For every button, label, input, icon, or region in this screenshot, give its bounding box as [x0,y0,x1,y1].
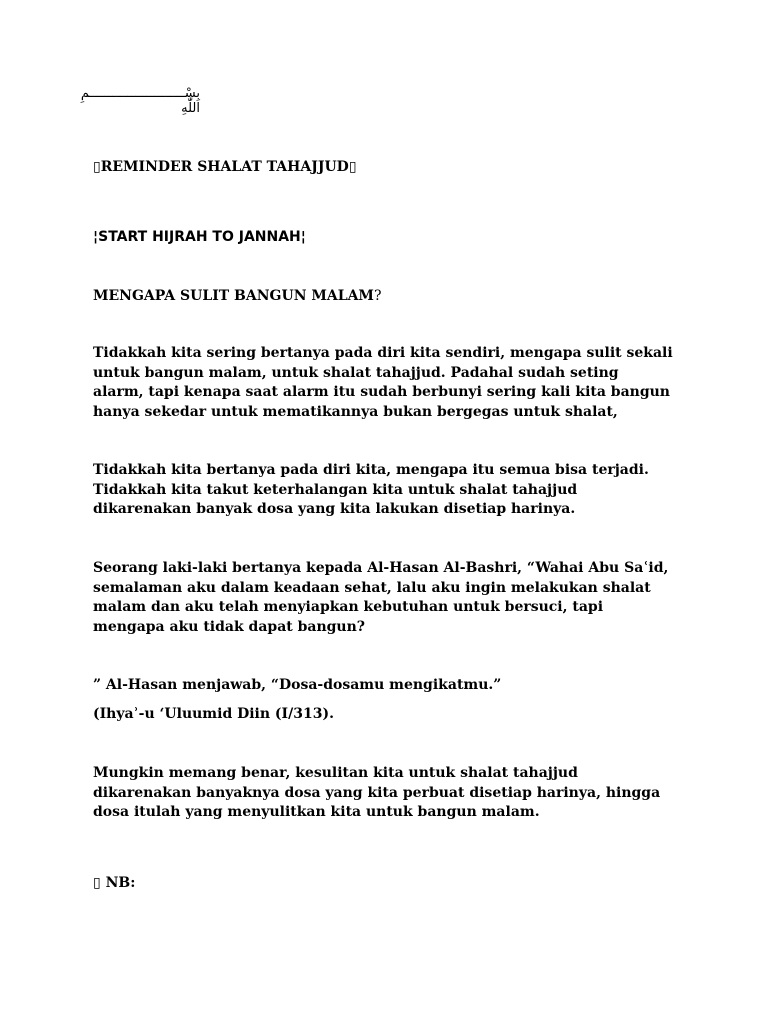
paragraph-3: Seorang laki-laki bertanya kepada Al-Hasan Al-Bashri, “Wahai Abu Saʿid, semalaman aku dalam keadaan sehat, lalu aku ingin melakukan shalat malam dan aku telah menyiapkan kebutuhan untuk bersuci, tapi mengapa aku tidak dapat bangun? [93,560,669,635]
citation-line: (Ihyaʾ-u ‘Uluumid Diin (I/313). [93,706,334,722]
nb-label: NB: [100,875,136,891]
reminder-glyph-left: ▯ [93,159,101,175]
nb-line [93,874,673,894]
subtitle: ¦START HIJRAH TO JANNAH¦ [93,229,306,245]
bismillah-text: بِسْـــــــــــــــــــــــــمِ اللّٰهِ [80,86,200,116]
reminder-glyph-right: ▯ [348,159,357,175]
question-heading-text: MENGAPA SULIT BANGUN MALAM [93,288,374,304]
paragraph-4: Mungkin memang benar, kesulitan kita untuk shalat tahajjud dikarenakan banyaknya dosa yang kita perbuat disetiap harinya, hingga dosa itulah yang menyulitkan kita untuk bangun malam. [93,765,661,821]
paragraph-1: Tidakkah kita sering bertanya pada diri kita sendiri, mengapa sulit sekali untuk bangun malam, untuk shalat tahajjud. Padahal sudah seting alarm, tapi kenapa saat alarm itu sudah berbunyi sering kali kita bangun hanya sekedar untuk mematikannya bukan bergegas untuk shalat, [93,345,673,420]
paragraph-2: Tidakkah kita bertanya pada diri kita, mengapa itu semua bisa terjadi. Tidakkah kita takut keterhalangan kita untuk shalat tahajjud dikarenakan banyak dosa yang kita lakukan disetiap harinya. [93,462,649,518]
nb-glyph: ▯ [93,875,101,891]
quote-line: ” Al-Hasan menjawab, “Dosa-dosamu mengikatmu.” [93,677,502,693]
reminder-title [93,157,673,177]
question-heading [93,286,673,306]
question-mark: ? [373,288,382,304]
reminder-title-text: REMINDER SHALAT TAHAJJUD [100,159,349,175]
